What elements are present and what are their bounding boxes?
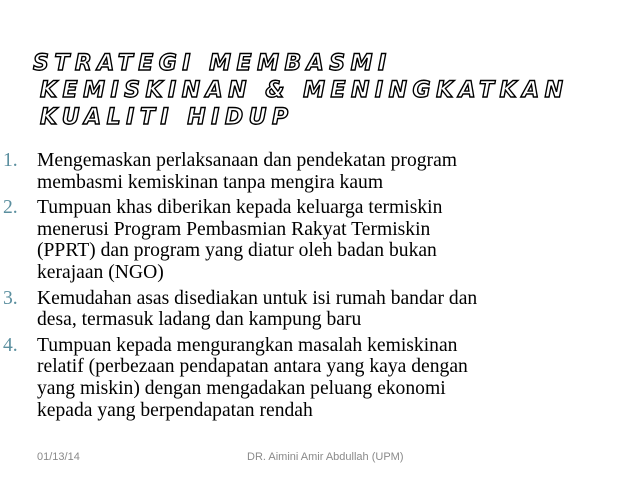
item-line: (PPRT) dan program yang diatur oleh badan bukan bbox=[37, 240, 437, 262]
item-line: desa, termasuk ladang dan kampung baru bbox=[37, 309, 362, 331]
footer-author: DR. Aimini Amir Abdullah (UPM) bbox=[247, 451, 404, 463]
item-line: menerusi Program Pembasmian Rakyat Termiskin bbox=[37, 218, 431, 240]
item-line: kepada yang berpendapatan rendah bbox=[37, 399, 313, 421]
item-line: Kemudahan asas disediakan untuk isi rumah bandar dan bbox=[37, 287, 478, 309]
list-item bbox=[3, 197, 623, 283]
list-item bbox=[3, 150, 623, 193]
footer-date: 01/13/14 bbox=[37, 451, 80, 463]
item-line: membasmi kemiskinan tanpa mengira kaum bbox=[37, 171, 384, 193]
list-item bbox=[3, 288, 623, 331]
item-line: relatif (perbezaan pendapatan antara yang kaya dengan bbox=[37, 356, 468, 378]
slide-title bbox=[33, 50, 623, 131]
title-line-3: KUALITI HIDUP bbox=[40, 105, 294, 130]
item-number: 4. bbox=[3, 334, 18, 356]
item-number: 2. bbox=[3, 197, 18, 219]
item-line: Mengemaskan perlaksanaan dan pendekatan program bbox=[37, 150, 458, 171]
item-line: kerajaan (NGO) bbox=[37, 261, 164, 283]
item-number: 1. bbox=[3, 150, 18, 171]
item-line: Tumpuan khas diberikan kepada keluarga termiskin bbox=[37, 197, 443, 219]
list-item bbox=[3, 335, 623, 421]
item-number: 3. bbox=[3, 287, 18, 309]
item-line: yang miskin) dengan mengadakan peluang ekonomi bbox=[37, 377, 446, 399]
title-line-2: KEMISKINAN & MENINGKATKAN bbox=[40, 78, 569, 103]
title-line-1: STRATEGI MEMBASMI bbox=[33, 51, 392, 76]
item-line: Tumpuan kepada mengurangkan masalah kemiskinan bbox=[37, 334, 458, 356]
strategy-list bbox=[3, 150, 623, 425]
